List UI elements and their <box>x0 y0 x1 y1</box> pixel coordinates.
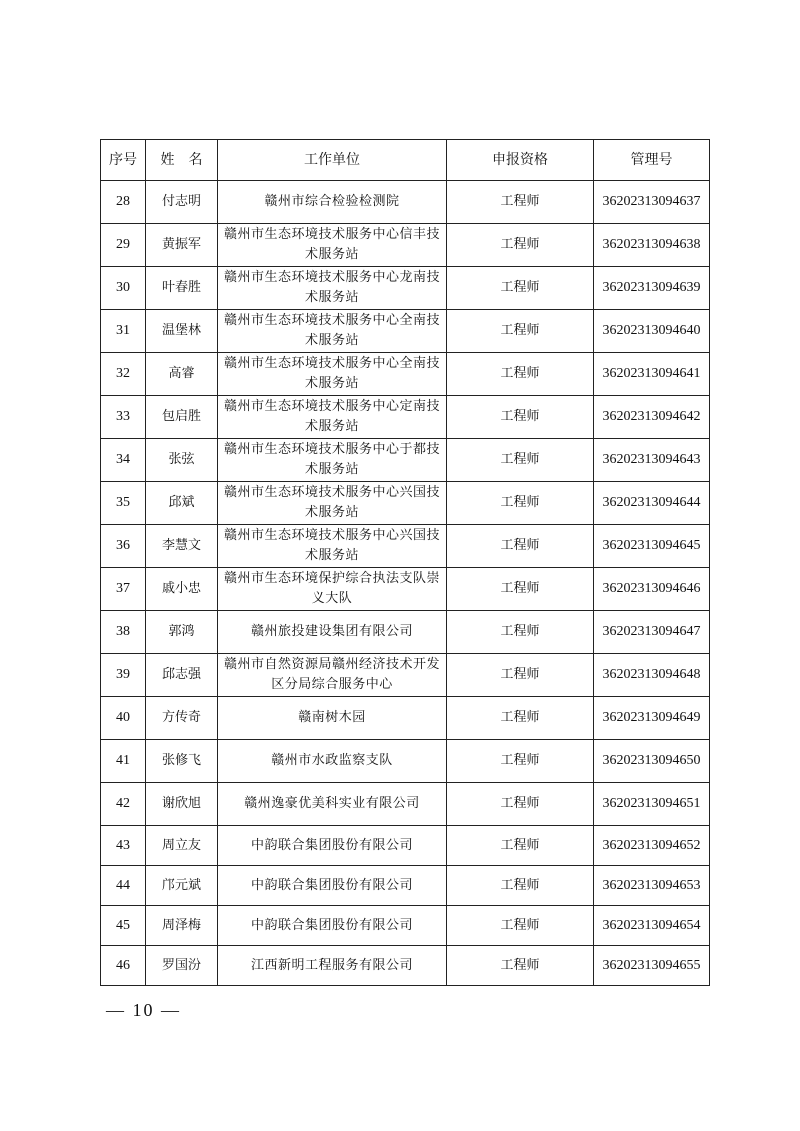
cell-code: 36202313094638 <box>594 224 710 267</box>
cell-qualification: 工程师 <box>447 906 594 946</box>
cell-unit: 赣州市生态环境技术服务中心全南技术服务站 <box>218 310 447 353</box>
header-seq: 序号 <box>101 140 146 181</box>
table-row <box>101 181 710 224</box>
cell-code: 36202313094653 <box>594 866 710 906</box>
cell-seq: 33 <box>101 396 146 439</box>
cell-unit: 赣州逸豪优美科实业有限公司 <box>218 783 447 826</box>
cell-unit: 赣州市生态环境技术服务中心龙南技术服务站 <box>218 267 447 310</box>
page-number: — 10 — <box>106 1000 181 1020</box>
cell-name: 张弦 <box>146 439 218 482</box>
cell-seq: 45 <box>101 906 146 946</box>
cell-seq: 37 <box>101 568 146 611</box>
cell-name: 周立友 <box>146 826 218 866</box>
cell-unit: 中韵联合集团股份有限公司 <box>218 906 447 946</box>
cell-unit: 赣州市生态环境技术服务中心兴国技术服务站 <box>218 482 447 525</box>
cell-seq: 31 <box>101 310 146 353</box>
cell-name: 邱斌 <box>146 482 218 525</box>
cell-unit: 赣州市生态环境技术服务中心全南技术服务站 <box>218 353 447 396</box>
cell-code: 36202313094652 <box>594 826 710 866</box>
table-row <box>101 783 710 826</box>
table-row <box>101 439 710 482</box>
table-row <box>101 740 710 783</box>
cell-name: 周泽梅 <box>146 906 218 946</box>
cell-seq: 39 <box>101 654 146 697</box>
cell-seq: 40 <box>101 697 146 740</box>
cell-qualification: 工程师 <box>447 482 594 525</box>
cell-qualification: 工程师 <box>447 826 594 866</box>
cell-name: 方传奇 <box>146 697 218 740</box>
table-row <box>101 525 710 568</box>
cell-seq: 36 <box>101 525 146 568</box>
cell-unit: 赣南树木园 <box>218 697 447 740</box>
cell-code: 36202313094649 <box>594 697 710 740</box>
cell-code: 36202313094640 <box>594 310 710 353</box>
cell-code: 36202313094644 <box>594 482 710 525</box>
cell-qualification: 工程师 <box>447 697 594 740</box>
table-row <box>101 267 710 310</box>
cell-name: 李慧文 <box>146 525 218 568</box>
cell-seq: 41 <box>101 740 146 783</box>
cell-name: 罗国汾 <box>146 946 218 986</box>
cell-seq: 30 <box>101 267 146 310</box>
table-row <box>101 697 710 740</box>
table-row <box>101 611 710 654</box>
cell-unit: 赣州旅投建设集团有限公司 <box>218 611 447 654</box>
cell-name: 付志明 <box>146 181 218 224</box>
cell-code: 36202313094642 <box>594 396 710 439</box>
cell-seq: 46 <box>101 946 146 986</box>
cell-code: 36202313094641 <box>594 353 710 396</box>
cell-code: 36202313094645 <box>594 525 710 568</box>
roster-table <box>100 139 710 986</box>
cell-unit: 赣州市水政监察支队 <box>218 740 447 783</box>
cell-unit: 中韵联合集团股份有限公司 <box>218 826 447 866</box>
cell-qualification: 工程师 <box>447 310 594 353</box>
cell-unit: 赣州市生态环境技术服务中心定南技术服务站 <box>218 396 447 439</box>
header-unit: 工作单位 <box>218 140 447 181</box>
cell-code: 36202313094650 <box>594 740 710 783</box>
cell-unit: 赣州市生态环境保护综合执法支队崇义大队 <box>218 568 447 611</box>
cell-qualification: 工程师 <box>447 267 594 310</box>
table-row <box>101 654 710 697</box>
table-row <box>101 482 710 525</box>
cell-name: 高睿 <box>146 353 218 396</box>
cell-name: 郭鸿 <box>146 611 218 654</box>
cell-unit: 赣州市综合检验检测院 <box>218 181 447 224</box>
cell-qualification: 工程师 <box>447 396 594 439</box>
cell-seq: 29 <box>101 224 146 267</box>
table-row <box>101 310 710 353</box>
table-row <box>101 946 710 986</box>
cell-code: 36202313094646 <box>594 568 710 611</box>
cell-seq: 34 <box>101 439 146 482</box>
cell-code: 36202313094655 <box>594 946 710 986</box>
cell-qualification: 工程师 <box>447 568 594 611</box>
cell-name: 邱志强 <box>146 654 218 697</box>
table-row <box>101 866 710 906</box>
table-body <box>101 181 710 986</box>
cell-seq: 32 <box>101 353 146 396</box>
cell-code: 36202313094651 <box>594 783 710 826</box>
cell-qualification: 工程师 <box>447 654 594 697</box>
cell-qualification: 工程师 <box>447 353 594 396</box>
header-qualification: 申报资格 <box>447 140 594 181</box>
cell-qualification: 工程师 <box>447 181 594 224</box>
cell-name: 邝元斌 <box>146 866 218 906</box>
header-code: 管理号 <box>594 140 710 181</box>
cell-code: 36202313094643 <box>594 439 710 482</box>
cell-seq: 43 <box>101 826 146 866</box>
cell-seq: 44 <box>101 866 146 906</box>
cell-unit: 赣州市生态环境技术服务中心于都技术服务站 <box>218 439 447 482</box>
cell-seq: 42 <box>101 783 146 826</box>
cell-name: 包启胜 <box>146 396 218 439</box>
cell-code: 36202313094647 <box>594 611 710 654</box>
cell-name: 张修飞 <box>146 740 218 783</box>
cell-name: 黄振军 <box>146 224 218 267</box>
cell-name: 温堡林 <box>146 310 218 353</box>
table-row <box>101 353 710 396</box>
cell-qualification: 工程师 <box>447 525 594 568</box>
cell-name: 谢欣旭 <box>146 783 218 826</box>
cell-unit: 赣州市生态环境技术服务中心信丰技术服务站 <box>218 224 447 267</box>
cell-name: 戚小忠 <box>146 568 218 611</box>
cell-unit: 赣州市自然资源局赣州经济技术开发区分局综合服务中心 <box>218 654 447 697</box>
table-row <box>101 906 710 946</box>
cell-code: 36202313094648 <box>594 654 710 697</box>
cell-code: 36202313094637 <box>594 181 710 224</box>
cell-name: 叶春胜 <box>146 267 218 310</box>
cell-qualification: 工程师 <box>447 611 594 654</box>
cell-seq: 28 <box>101 181 146 224</box>
cell-qualification: 工程师 <box>447 783 594 826</box>
cell-qualification: 工程师 <box>447 740 594 783</box>
cell-code: 36202313094639 <box>594 267 710 310</box>
cell-qualification: 工程师 <box>447 439 594 482</box>
cell-unit: 中韵联合集团股份有限公司 <box>218 866 447 906</box>
cell-seq: 38 <box>101 611 146 654</box>
cell-unit: 江西新明工程服务有限公司 <box>218 946 447 986</box>
table-row <box>101 396 710 439</box>
table-header-row <box>101 140 710 181</box>
cell-unit: 赣州市生态环境技术服务中心兴国技术服务站 <box>218 525 447 568</box>
cell-code: 36202313094654 <box>594 906 710 946</box>
table-row <box>101 568 710 611</box>
header-name: 姓 名 <box>146 140 218 181</box>
table-row <box>101 826 710 866</box>
cell-seq: 35 <box>101 482 146 525</box>
cell-qualification: 工程师 <box>447 224 594 267</box>
cell-qualification: 工程师 <box>447 946 594 986</box>
cell-qualification: 工程师 <box>447 866 594 906</box>
table-row <box>101 224 710 267</box>
